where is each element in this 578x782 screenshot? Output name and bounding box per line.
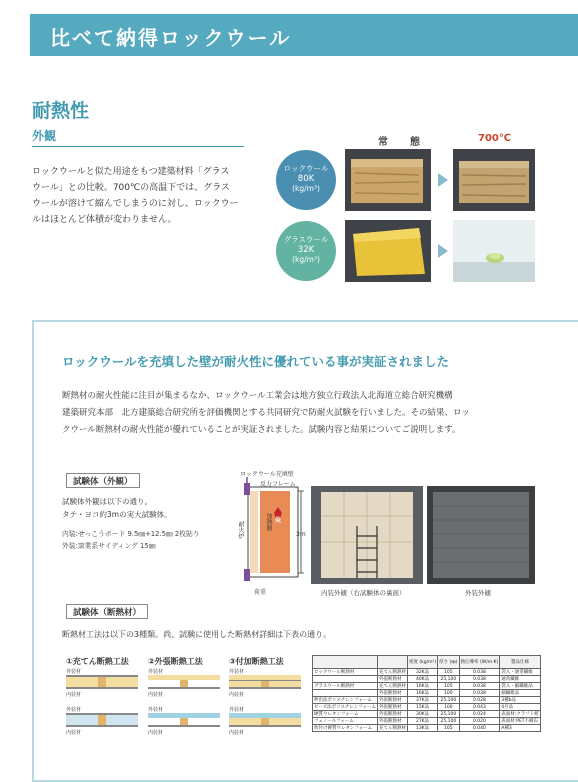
specimen-insulation-tag: 試験体（断熱材） [66,604,148,619]
table-cell: 3種b品 [500,697,541,704]
body-line: クウール断熱材の耐火性能が優れていることが実証されました。試験内容と結果についてご説明します。 [62,425,461,435]
exterior-view-photo [427,486,535,584]
rockwool-normal-photo [345,149,431,211]
specimen-exterior-text [62,495,232,521]
method-diagram-additional [229,668,301,748]
table-header: 厚さ (㎜) [438,656,459,669]
diagram-furnace-label: 耐火炉 [237,521,244,539]
body-line: 断熱材の耐火性能に注目が集まるなか、ロックウール工業会は地方独立行政法人北海道立総合研究機構 [62,391,453,401]
table-cell: 100 [438,690,459,697]
table-cell: 0.020 [459,718,500,725]
column-label-700c: 700℃ [478,133,511,144]
intro-line: ルはほとんど体積が変わりません。 [32,215,177,225]
table-cell: 外張断熱材 [378,697,408,704]
intro-text [32,164,252,228]
fire-test-title: ロックウールを充填した壁が耐火性に優れている事が実証されました [62,354,450,369]
table-cell: 外張断熱材 [378,704,408,711]
table-cell: 32K品 [408,669,438,676]
specimen-insulation-text: 断熱材工法は以下の3種類。尚、試験に使用した断熱材詳細は下表の通り。 [62,630,332,639]
table-row [313,676,541,683]
table-cell: 100 [438,704,459,711]
arrow-right-icon [438,173,448,187]
table-cell: 充てん断熱材 [379,726,406,731]
table-header [378,656,408,669]
external-wall-section-alt [148,713,220,727]
table-cell: 30K品 [408,711,438,718]
interior-photo-caption: 内装外観（右試験体の裏面） [321,589,406,597]
table-cell [313,676,378,683]
interior-label: 内装材 [229,692,245,698]
spec-detail: 内装:せっこうボード 9.5㎜+12.5㎜ 2枚貼り [62,530,200,538]
table-cell: 0.038 [459,676,500,683]
table-cell: グラスウール断熱材 [313,683,378,690]
table-row [313,697,541,704]
table-row [313,725,541,732]
table-row [313,718,541,725]
fill-wall-section-alt [66,713,138,727]
table-cell: 押出法ポリスチレンフォーム [313,697,378,704]
table-cell: 外張断熱材 [378,718,408,725]
table-cell: 105 [438,725,459,732]
rockwool-badge [276,150,336,210]
table-row [313,704,541,711]
table-header-row [313,656,541,669]
table-row [313,711,541,718]
arrow-right-icon [438,244,448,258]
external-wall-section [148,675,220,689]
table-cell: 表面材:クラフト紙 [501,712,539,717]
table-row [313,683,541,690]
specimen-exterior-tag: 試験体（外観） [66,473,140,488]
table-cell: 0.038 [459,669,500,676]
table-cell: 16K品 [408,683,438,690]
table-cell: 吹付け硬質ウレタンフォーム [313,725,378,732]
method-title-fill: ①充てん断熱工法 [66,657,129,666]
header-bar [30,14,578,56]
method-title-additional: ③付加断熱工法 [229,657,284,666]
interior-view-photo [311,486,423,584]
table-cell: 0.028 [459,697,500,704]
spec-line: タテ・ヨコ約3mの実大試験体。 [62,510,172,519]
table-cell: 0.024 [459,711,500,718]
intro-line: ロックウールと似た用途をもつ建築材料「グラス [32,167,230,177]
additional-wall-section-alt [229,713,301,727]
intro-line: ウール」との比較。700℃の高温下では、グラス [32,183,230,193]
table-cell: 通常繊維 [500,676,541,683]
table-cell: 25,100 [438,718,459,725]
exterior-photo-caption: 外装外観 [465,589,491,597]
table-header: 密度 (kg/m³) [408,656,438,669]
additional-wall-section [229,675,301,689]
table-body [313,669,541,732]
column-label-normal: 常 態 [378,137,426,148]
table-cell: 外張断熱材 [378,711,408,718]
table-cell: 外張断熱材 [378,690,408,697]
table-cell: 25,100 [438,676,459,683]
badge-unit: (kg/m³) [292,255,320,264]
table-cell: 袋入・通常繊維 [500,669,541,676]
section-subtitle: 外観 [32,129,57,143]
table-cell: 27K品 [408,718,438,725]
spec-line: 試験体外観は以下の通り。 [62,497,152,506]
table-cell: 16K品 [408,690,438,697]
table-cell: 0.043 [459,704,500,711]
table-cell: 25,100 [438,697,459,704]
table-cell: 105 [438,669,459,676]
table-cell: 25,100 [438,711,459,718]
interior-label: 内装材 [229,730,245,736]
spec-detail: 外装:窯業系サイディング 15㎜ [62,542,156,550]
method-title-external: ②外張断熱工法 [148,657,203,666]
rockwool-700c-photo [453,149,535,211]
diagram-top-label: ロックウール充填壁 [240,471,294,478]
badge-name: ロックウール [283,164,329,173]
method-diagram-fill [66,668,138,748]
body-line: 建築研究本部 北方建築総合研究所を評価機関とする共同研究で防耐火試験を行いました。その結果、ロッ [62,408,470,418]
table-cell: 硬質ウレタンフォーム [313,711,378,718]
fire-test-body [62,388,552,439]
table-cell: フェノールフォーム [313,718,378,725]
table-cell: 外張断熱材 [378,676,408,683]
table-cell: 0.038 [459,690,500,697]
glasswool-badge [276,221,336,281]
badge-unit: (kg/m³) [292,184,320,193]
table-cell: 37K品 [408,697,438,704]
table-cell [313,690,378,697]
interior-label: 内装材 [148,730,164,736]
table-cell: 表面材:PET不織布 [500,718,541,725]
table-row [313,690,541,697]
table-cell: 充てん断熱材 [379,684,406,689]
method-diagram-external [148,668,220,748]
table-cell: 40K品 [408,676,438,683]
badge-density: 32K [297,245,315,255]
table-cell: 充てん断熱材 [379,670,406,675]
table-cell: 細繊維品 [500,690,541,697]
section-title: 耐熱性 [32,100,90,122]
exterior-label: 外装材 [148,669,164,675]
diagram-heated-label: 加熱側 [265,513,272,531]
table-cell: ロックウール断熱材 [313,669,378,676]
insulation-table [312,655,541,732]
diagram-fire-label: 炎 [275,517,282,524]
page-title: 比べて納得ロックウール [50,26,292,50]
table-header: 製品仕様 [500,656,541,669]
table-cell: 0.038 [459,683,500,690]
table-cell: 13K品 [408,725,438,732]
diagram-height-label: 3m [296,531,306,538]
diagram-load-label: 荷重 [254,589,267,596]
intro-line: ウールが溶けて縮んでしまうのに対し、ロックウー [32,199,239,209]
glasswool-normal-photo [345,220,431,282]
specimen-exterior-details [62,528,237,552]
interior-label: 内装材 [66,692,82,698]
table-header: 熱伝導率 (W/m·K) [459,656,500,669]
badge-density: 80K [297,174,315,184]
table-header [313,656,378,669]
exterior-label: 外装材 [148,707,164,713]
glasswool-700c-photo [453,220,535,282]
table-row [313,669,541,676]
table-cell: 袋入・細繊維品 [500,683,541,690]
diagram-frame-label: 反力フレーム [260,481,296,488]
test-rig-diagram [234,469,310,601]
table-cell: A種3 [500,725,541,732]
badge-name: グラスウール [283,235,329,244]
exterior-label: 外装材 [66,669,82,675]
table-cell: 15K品 [408,704,438,711]
subtitle-rule [32,146,244,147]
table-cell: 105 [438,683,459,690]
exterior-label: 外装材 [66,707,82,713]
table-cell: 4号品 [500,704,541,711]
fill-wall-section [66,675,138,689]
table-cell: ビーズ法ポリスチレンフォーム [314,705,376,710]
interior-label: 内装材 [66,730,82,736]
exterior-label: 外装材 [229,669,245,675]
exterior-label: 外装材 [229,707,245,713]
interior-label: 内装材 [148,692,164,698]
table-cell: 0.040 [459,725,500,732]
